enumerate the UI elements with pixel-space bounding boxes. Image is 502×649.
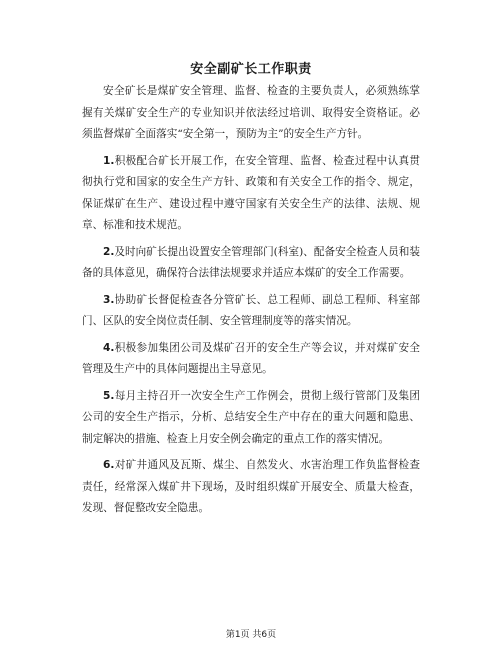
duty-item-5 [82,386,420,451]
document-body [82,81,420,520]
page-footer: 第1页 共6页 [225,630,277,640]
duty-text: 积极配合矿长开展工作，在安全管理、监督、检查过程中认真贯彻执行党和国家的安全生产方针、政策和有关安全工作的指令、规定，保证煤矿在生产、建设过程中遵守国家有关安全生产的法律、法规、规章、标准和技术规范。 [82,154,420,231]
document-title: 安全副矿长工作职责 [190,62,312,77]
duty-number: 2. [103,245,115,258]
duty-item-3 [82,290,420,333]
duty-text: 每月主持召开一次安全生产工作例会，贯彻上级行管部门及集团公司的安全生产指示，分析、总结安全生产中存在的重大问题和隐患、制定解决的措施、检查上月安全例会确定的重点工作的落实情况。 [82,389,420,445]
duty-number: 3. [103,293,115,306]
duty-number: 1. [103,154,115,167]
duty-item-2 [82,242,420,285]
duty-item-4 [82,338,420,381]
intro-paragraph: 安全矿长是煤矿安全管理、监督、检查的主要负责人，必须熟练掌握有关煤矿安全生产的专业知识并依法经过培训、取得安全资格证。必须监督煤矿全面落实“安全第一，预防为主”的安全生产方针。 [82,85,420,140]
duty-text: 对矿井通风及瓦斯、煤尘、自然发火、水害治理工作负监督检查责任，经常深入煤矿井下现场，及时组织煤矿开展安全、质量大检查，发现、督促整改安全隐患。 [82,459,420,514]
duty-number: 6. [103,459,115,471]
duty-number: 5. [103,389,115,402]
duty-number: 4. [103,341,115,354]
duty-text: 积极参加集团公司及煤矿召开的安全生产等会议，并对煤矿安全管理及生产中的具体问题提出主导意见。 [82,341,420,375]
duty-text: 及时向矿长提出设置安全管理部门(科室)、配备安全检查人员和装备的具体意见，确保符合法律法规要求并适应本煤矿的安全工作需要。 [82,245,420,279]
duty-item-1 [82,151,420,237]
duty-item-6 [82,455,420,520]
duty-text: 协助矿长督促检查各分管矿长、总工程师、副总工程师、科室部门、区队的安全岗位责任制、安全管理制度等的落实情况。 [82,293,420,327]
